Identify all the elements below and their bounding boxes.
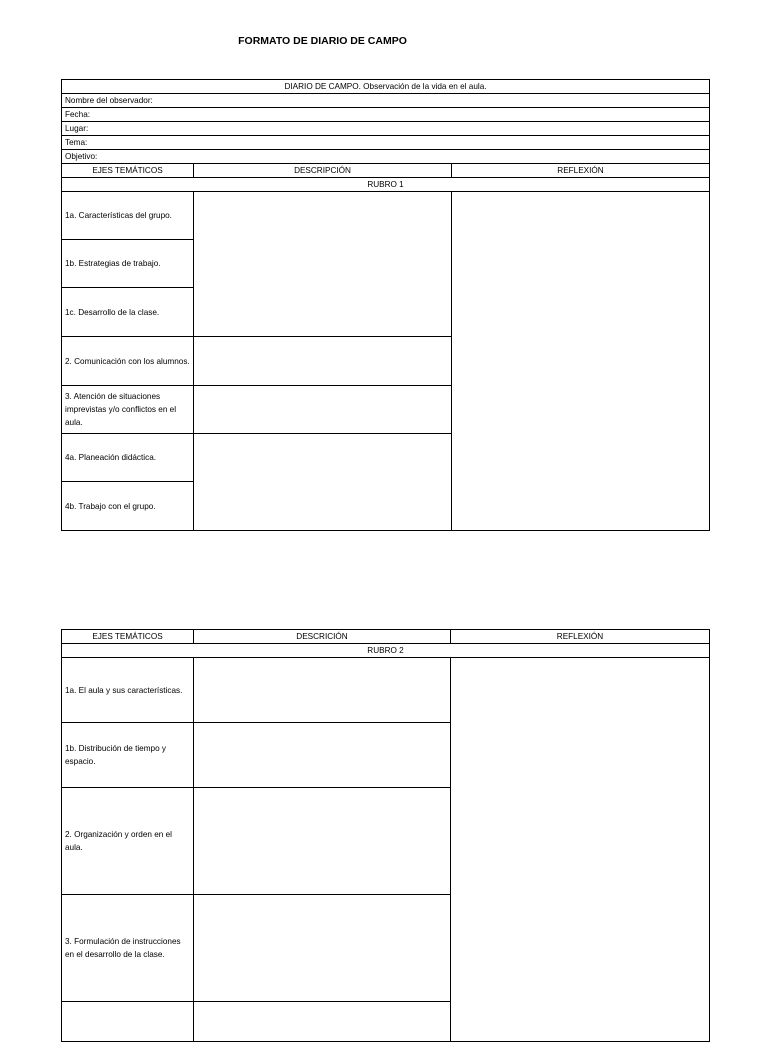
description-cell-2 (194, 337, 452, 386)
place-field: Lugar: (62, 122, 710, 136)
description-cell-3 (194, 386, 452, 434)
description-cell-1b (194, 723, 451, 788)
description-cell-1 (194, 192, 452, 337)
row-label-3: 3. Formulación de instrucciones en el desarrollo de la clase. (62, 895, 194, 1002)
column-header-descripcion: DESCRICIÓN (194, 630, 451, 644)
column-header-reflexion: REFLEXIÓN (452, 164, 710, 178)
row-label-4b: 4b. Trabajo con el grupo. (62, 482, 194, 531)
table-header: DIARIO DE CAMPO. Observación de la vida en el aula. (62, 80, 710, 94)
row-label-2: 2. Comunicación con los alumnos. (62, 337, 194, 386)
column-header-ejes: EJES TEMÁTICOS (62, 630, 194, 644)
document-title: FORMATO DE DIARIO DE CAMPO (238, 35, 407, 47)
description-cell-4 (194, 434, 452, 531)
date-field: Fecha: (62, 108, 710, 122)
description-cell-3 (194, 895, 451, 1002)
row-label-4a: 4a. Planeación didáctica. (62, 434, 194, 482)
rubro-2-label: RUBRO 2 (62, 644, 710, 658)
reflection-cell-rubro-1 (452, 192, 710, 531)
diario-de-campo-table-2 (61, 629, 710, 1042)
row-label-1c: 1c. Desarrollo de la clase. (62, 288, 194, 337)
description-cell-2 (194, 788, 451, 895)
description-cell-1a (194, 658, 451, 723)
column-header-reflexion: REFLEXIÓN (451, 630, 710, 644)
reflection-cell-rubro-2 (451, 658, 710, 1042)
column-header-descripcion: DESCRIPCIÓN (194, 164, 452, 178)
row-label-3: 3. Atención de situaciones imprevistas y/o conflictos en el aula. (62, 386, 194, 434)
row-label-1b: 1b. Estrategias de trabajo. (62, 240, 194, 288)
row-label-1b: 1b. Distribución de tiempo y espacio. (62, 723, 194, 788)
topic-field: Tema: (62, 136, 710, 150)
row-label-1a: 1a. El aula y sus características. (62, 658, 194, 723)
objective-field: Objetivo: (62, 150, 710, 164)
row-label-2: 2. Organización y orden en el aula. (62, 788, 194, 895)
row-label-1a: 1a. Características del grupo. (62, 192, 194, 240)
rubro-1-label: RUBRO 1 (62, 178, 710, 192)
column-header-ejes: EJES TEMÁTICOS (62, 164, 194, 178)
observer-name-field: Nombre del observador: (62, 94, 710, 108)
description-cell-4 (194, 1002, 451, 1042)
diario-de-campo-table-1 (61, 79, 710, 531)
row-label-4 (62, 1002, 194, 1042)
